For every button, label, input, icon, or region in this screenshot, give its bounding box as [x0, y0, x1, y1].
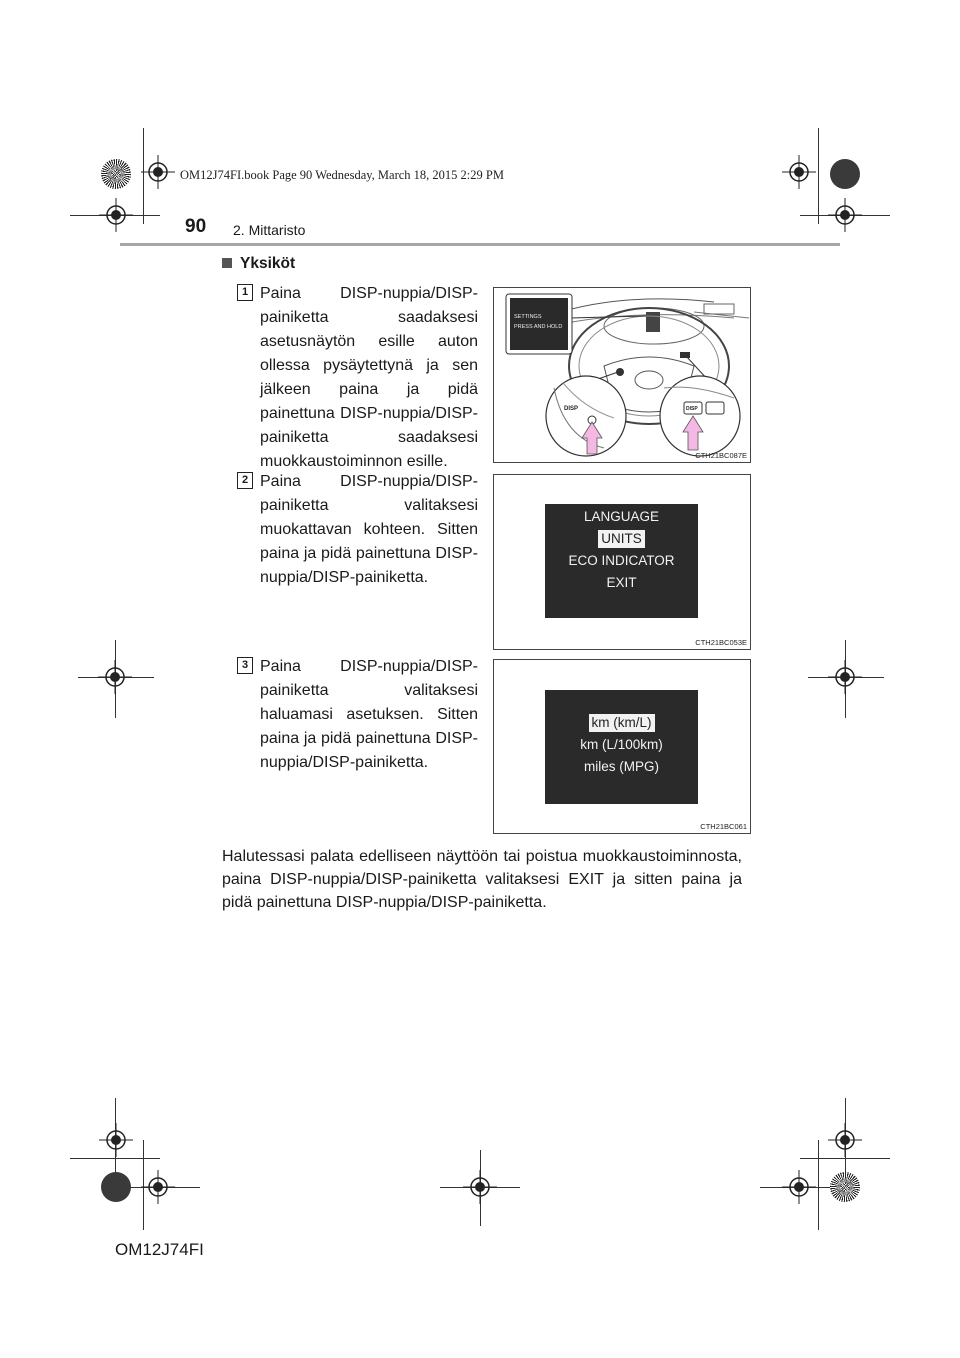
- step-2: [237, 470, 478, 590]
- disp-label-right: DISP: [686, 406, 698, 412]
- settings-menu-screen: [545, 504, 698, 618]
- unit-option-miles-mpg: miles (MPG): [584, 759, 659, 774]
- step-text: Paina DISP-nuppia/DISP-painiketta saadaksesi asetusnäytön esille auton ollessa pysäytettynä ja sen jälkeen paina ja pidä painettuna DISP-nuppia/DISP-painiketta saadaksesi muokkaustoiminnon esille.: [260, 285, 478, 470]
- header-rule: [120, 243, 840, 246]
- registration-disc-bottom-left: [101, 1172, 131, 1202]
- step-text: Paina DISP-nuppia/DISP-painiketta valitaksesi muokattavan kohteen. Sitten paina ja pidä painettuna DISP-nuppia/DISP-painiketta.: [260, 473, 478, 586]
- settings-screen-line2: PRESS AND HOLD: [514, 324, 563, 330]
- menu-item-units-row: [545, 528, 698, 550]
- unit-option-km-km-l-selected: km (km/L): [589, 714, 655, 732]
- footer-code: OM12J74FI: [115, 1240, 204, 1259]
- step-3: [237, 655, 478, 775]
- menu-item-eco-indicator: ECO INDICATOR: [568, 553, 675, 568]
- registration-crosshair-icon: [98, 660, 132, 694]
- registration-sunburst-bottom-right: [830, 1172, 860, 1202]
- menu-item-exit: EXIT: [606, 575, 637, 590]
- registration-crosshair-icon: [463, 1170, 497, 1204]
- settings-screen-line1: SETTINGS: [514, 314, 542, 320]
- step-text: Paina DISP-nuppia/DISP-painiketta valitaksesi haluamasi asetuksen. Sitten paina ja pidä painettuna DISP-nuppia/DISP-painiketta.: [260, 658, 478, 771]
- figure-units-menu: [493, 659, 751, 834]
- square-bullet-icon: [222, 258, 232, 268]
- step-1: [237, 282, 478, 474]
- unit-option-km-l-100km: km (L/100km): [580, 737, 663, 752]
- page-number: 90: [185, 216, 207, 237]
- disp-label-left: DISP: [564, 406, 579, 412]
- units-menu-screen: [545, 690, 698, 804]
- figure-code: CTH21BC087E: [695, 451, 747, 460]
- registration-crosshair-icon: [828, 1123, 862, 1157]
- registration-crosshair-icon: [141, 155, 175, 189]
- step-number-badge: 3: [237, 657, 253, 674]
- figure-steering-wheel: [493, 287, 751, 463]
- registration-crosshair-icon: [99, 198, 133, 232]
- registration-disc-top-right: [830, 159, 860, 189]
- section-title: 2. Mittaristo: [233, 222, 306, 238]
- bottom-paragraph: Halutessasi palata edelliseen näyttöön tai poistua muokkaustoiminnosta, paina DISP-nuppia/DISP-painiketta valitaksesi EXIT ja sitten paina ja pidä painettuna DISP-nuppia/DISP-painiketta.: [222, 848, 742, 911]
- step-number-badge: 2: [237, 472, 253, 489]
- unit-option-km-km-l-row: [545, 712, 698, 734]
- subheading: [222, 255, 295, 273]
- registration-crosshair-icon: [141, 1170, 175, 1204]
- registration-crosshair-icon: [828, 660, 862, 694]
- menu-item-units-selected: UNITS: [598, 530, 645, 548]
- menu-item-language: LANGUAGE: [583, 509, 660, 524]
- registration-crosshair-icon: [828, 198, 862, 232]
- registration-crosshair-icon: [782, 155, 816, 189]
- registration-crosshair-icon: [782, 1170, 816, 1204]
- registration-sunburst-top-left: [101, 159, 131, 189]
- subheading-label: Yksiköt: [240, 255, 296, 272]
- registration-crosshair-icon: [99, 1123, 133, 1157]
- step-number-badge: 1: [237, 284, 253, 301]
- figure-code: CTH21BC053E: [695, 638, 747, 647]
- figure-settings-menu: [493, 474, 751, 650]
- figure-code: CTH21BC061: [700, 822, 747, 831]
- print-info: OM12J74FI.book Page 90 Wednesday, March 18, 2015 2:29 PM: [180, 168, 504, 182]
- steering-wheel-illustration: [494, 288, 750, 462]
